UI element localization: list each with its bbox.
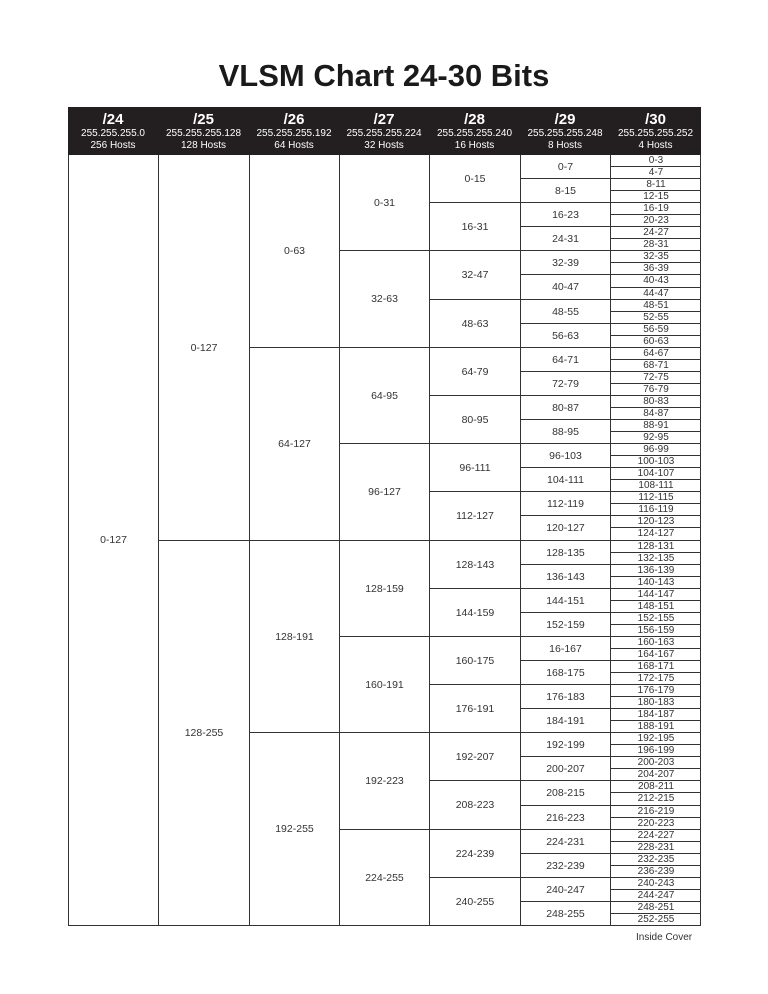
- range-cell-30: [610, 842, 701, 854]
- range-cell-29: [520, 444, 610, 468]
- range-label: 208-223: [455, 799, 495, 811]
- range-label: 240-255: [455, 895, 495, 908]
- range-cell-29: [520, 902, 610, 926]
- range-cell-30: [610, 167, 701, 179]
- range-label: 92-95: [643, 431, 669, 443]
- header-prefix: /25: [193, 111, 214, 128]
- range-label: 0-127: [100, 534, 127, 546]
- range-label: 184-191: [546, 714, 585, 727]
- range-label: 136-139: [637, 564, 675, 576]
- range-cell-30: [610, 215, 701, 227]
- range-cell-25: [158, 541, 249, 926]
- range-label: 168-175: [546, 666, 585, 679]
- range-cell-27: [339, 251, 429, 348]
- header-mask: 255.255.255.128: [165, 128, 242, 139]
- header-hosts: 8 Hosts: [548, 140, 582, 151]
- range-cell-29: [520, 227, 610, 251]
- range-label: 16-31: [461, 220, 489, 233]
- range-cell-30: [610, 733, 701, 745]
- range-label: 220-223: [637, 817, 675, 829]
- range-cell-28: [429, 878, 520, 926]
- range-label: 184-187: [637, 708, 675, 720]
- range-label: 112-127: [456, 510, 494, 522]
- range-label: 124-127: [637, 528, 675, 539]
- range-label: 144-159: [455, 606, 495, 619]
- range-cell-30: [610, 239, 701, 251]
- range-cell-29: [520, 661, 610, 685]
- range-label: 240-247: [546, 883, 585, 896]
- range-label: 192-195: [637, 732, 675, 744]
- range-label: 48-55: [552, 305, 579, 318]
- column-header-24: [68, 107, 158, 155]
- range-cell-26: [249, 155, 339, 348]
- header-hosts: 4 Hosts: [638, 140, 673, 151]
- range-label: 128-131: [637, 540, 675, 552]
- range-cell-30: [610, 878, 701, 890]
- range-cell-30: [610, 263, 701, 275]
- range-label: 32-63: [371, 293, 398, 305]
- range-label: 252-255: [637, 913, 675, 925]
- range-label: 192-223: [365, 775, 404, 787]
- range-cell-30: [610, 179, 701, 191]
- range-cell-29: [520, 806, 610, 830]
- column-header-28: [429, 107, 520, 155]
- range-label: 96-99: [643, 443, 669, 455]
- range-label: 88-95: [552, 425, 579, 438]
- range-cell-30: [610, 432, 701, 444]
- range-label: 104-107: [637, 467, 675, 479]
- range-cell-30: [610, 480, 701, 492]
- range-label: 128-143: [455, 558, 495, 571]
- range-label: 244-247: [637, 889, 675, 901]
- range-label: 192-199: [546, 738, 585, 751]
- range-label: 4-7: [648, 166, 664, 178]
- range-cell-30: [610, 312, 701, 324]
- range-label: 192-207: [455, 750, 495, 763]
- range-cell-30: [610, 553, 701, 565]
- range-cell-29: [520, 613, 610, 637]
- range-cell-29: [520, 179, 610, 203]
- range-cell-30: [610, 516, 701, 528]
- range-cell-30: [610, 528, 701, 541]
- range-cell-28: [429, 492, 520, 541]
- range-label: 228-231: [637, 841, 675, 853]
- range-label: 56-63: [552, 329, 579, 342]
- header-mask: 255.255.255.224: [346, 128, 422, 139]
- range-label: 52-55: [643, 311, 669, 323]
- range-cell-30: [610, 625, 701, 637]
- range-label: 128-191: [275, 630, 314, 643]
- range-cell-30: [610, 492, 701, 504]
- range-cell-30: [610, 866, 701, 878]
- header-mask: 255.255.255.248: [527, 128, 603, 139]
- range-label: 48-51: [643, 299, 669, 311]
- range-label: 176-183: [546, 690, 585, 703]
- header-mask: 255.255.255.240: [436, 128, 513, 139]
- column-header-29: [520, 107, 610, 155]
- range-label: 112-119: [547, 497, 584, 510]
- range-cell-29: [520, 781, 610, 806]
- range-cell-26: [249, 348, 339, 541]
- page-footer: Inside Cover: [636, 932, 693, 943]
- range-label: 16-19: [643, 202, 669, 214]
- range-label: 224-239: [455, 847, 495, 860]
- range-cell-27: [339, 348, 429, 444]
- range-label: 64-127: [278, 438, 311, 450]
- range-cell-30: [610, 191, 701, 203]
- range-label: 132-135: [637, 552, 675, 564]
- header-prefix: /29: [554, 111, 576, 128]
- range-cell-30: [610, 155, 701, 167]
- range-label: 160-163: [637, 636, 675, 648]
- range-cell-29: [520, 685, 610, 709]
- range-cell-30: [610, 227, 701, 239]
- range-cell-28: [429, 637, 520, 685]
- range-label: 32-47: [461, 269, 489, 281]
- range-label: 160-191: [365, 678, 404, 691]
- range-label: 200-203: [637, 756, 675, 768]
- range-label: 100-103: [637, 455, 675, 467]
- range-cell-30: [610, 649, 701, 661]
- range-label: 64-79: [461, 365, 489, 378]
- range-label: 40-47: [552, 281, 579, 293]
- range-label: 148-151: [637, 600, 675, 612]
- range-label: 232-239: [546, 859, 585, 872]
- range-label: 0-127: [190, 341, 218, 354]
- range-cell-28: [429, 685, 520, 733]
- range-label: 88-91: [643, 419, 669, 431]
- range-cell-29: [520, 203, 610, 227]
- range-cell-30: [610, 324, 701, 336]
- range-label: 72-75: [643, 371, 669, 383]
- column-header-27: [339, 107, 429, 155]
- range-cell-27: [339, 541, 429, 637]
- range-cell-30: [610, 251, 701, 263]
- range-cell-30: [610, 336, 701, 348]
- range-label: 224-227: [637, 829, 675, 841]
- range-label: 44-47: [643, 287, 669, 299]
- range-label: 64-71: [552, 353, 579, 366]
- range-label: 64-67: [643, 347, 669, 359]
- range-label: 80-83: [643, 395, 669, 407]
- range-label: 188-191: [637, 720, 675, 732]
- range-label: 208-211: [638, 780, 674, 792]
- range-cell-29: [520, 324, 610, 348]
- range-label: 248-255: [546, 907, 585, 920]
- range-cell-28: [429, 155, 520, 203]
- header-hosts: 128 Hosts: [180, 140, 227, 151]
- range-label: 140-143: [637, 576, 675, 588]
- range-label: 176-191: [455, 702, 495, 715]
- range-label: 24-27: [643, 226, 669, 238]
- range-label: 76-79: [643, 383, 669, 395]
- range-cell-27: [339, 155, 429, 251]
- range-cell-30: [610, 818, 701, 830]
- range-cell-30: [610, 745, 701, 757]
- range-cell-26: [249, 733, 339, 926]
- range-label: 84-87: [643, 407, 669, 419]
- range-cell-27: [339, 444, 429, 541]
- range-label: 0-3: [648, 154, 664, 166]
- vlsm-chart-table: [68, 107, 701, 926]
- range-cell-29: [520, 492, 610, 516]
- range-label: 20-23: [643, 214, 669, 226]
- range-label: 96-127: [368, 486, 401, 498]
- range-label: 168-171: [637, 660, 675, 672]
- range-cell-30: [610, 565, 701, 577]
- range-cell-30: [610, 685, 701, 697]
- range-label: 48-63: [461, 317, 489, 330]
- range-cell-30: [610, 601, 701, 613]
- range-cell-30: [610, 288, 701, 300]
- range-cell-29: [520, 275, 610, 300]
- range-cell-29: [520, 155, 610, 179]
- range-label: 128-159: [365, 582, 404, 595]
- range-label: 116-119: [638, 503, 674, 515]
- range-label: 40-43: [643, 275, 669, 286]
- range-cell-29: [520, 468, 610, 492]
- range-cell-30: [610, 504, 701, 516]
- range-cell-30: [610, 541, 701, 553]
- range-cell-29: [520, 637, 610, 661]
- range-cell-29: [520, 854, 610, 878]
- header-hosts: 16 Hosts: [454, 140, 495, 151]
- range-cell-29: [520, 565, 610, 589]
- range-cell-30: [610, 468, 701, 480]
- range-label: 144-151: [546, 594, 585, 607]
- range-cell-28: [429, 733, 520, 781]
- range-label: 160-175: [455, 654, 495, 667]
- range-cell-30: [610, 456, 701, 468]
- range-label: 120-123: [637, 515, 675, 527]
- range-label: 0-7: [557, 160, 574, 173]
- range-label: 72-79: [552, 377, 579, 390]
- range-label: 152-155: [637, 612, 675, 624]
- range-cell-29: [520, 516, 610, 541]
- header-prefix: /30: [645, 111, 666, 128]
- range-cell-28: [429, 300, 520, 348]
- range-label: 152-159: [546, 618, 585, 631]
- range-label: 144-147: [637, 588, 675, 600]
- range-cell-30: [610, 275, 701, 288]
- header-hosts: 256 Hosts: [90, 140, 136, 151]
- range-label: 68-71: [643, 359, 669, 371]
- range-cell-30: [610, 577, 701, 589]
- range-cell-27: [339, 637, 429, 733]
- range-cell-29: [520, 251, 610, 275]
- range-label: 128-135: [546, 546, 585, 559]
- range-label: 80-95: [461, 413, 489, 426]
- range-label: 60-63: [643, 335, 669, 347]
- range-cell-30: [610, 589, 701, 601]
- range-label: 8-11: [646, 178, 666, 190]
- range-label: 192-255: [275, 823, 314, 835]
- range-label: 112-115: [638, 491, 674, 503]
- range-label: 56-59: [643, 323, 669, 335]
- range-label: 240-243: [637, 877, 675, 889]
- range-cell-30: [610, 372, 701, 384]
- range-label: 108-111: [638, 479, 674, 491]
- range-label: 0-63: [283, 245, 305, 257]
- range-cell-29: [520, 830, 610, 854]
- column-header-25: [158, 107, 249, 155]
- range-label: 12-15: [643, 190, 669, 202]
- range-label: 32-35: [643, 250, 669, 262]
- range-cell-28: [429, 781, 520, 830]
- range-label: 176-179: [637, 684, 675, 696]
- range-cell-29: [520, 541, 610, 565]
- range-cell-28: [429, 444, 520, 492]
- range-label: 212-215: [637, 793, 675, 804]
- range-cell-29: [520, 300, 610, 324]
- range-label: 24-31: [552, 232, 579, 245]
- range-cell-30: [610, 709, 701, 721]
- range-cell-30: [610, 360, 701, 372]
- range-cell-30: [610, 408, 701, 420]
- range-cell-28: [429, 203, 520, 251]
- range-label: 16-167: [549, 642, 582, 655]
- header-prefix: /27: [373, 111, 395, 128]
- range-label: 172-175: [637, 672, 675, 684]
- range-label: 0-31: [373, 196, 395, 209]
- range-cell-27: [339, 830, 429, 926]
- range-label: 16-23: [552, 208, 579, 221]
- range-label: 208-215: [546, 787, 585, 799]
- column-header-30: [610, 107, 701, 155]
- page-title: VLSM Chart 24-30 Bits: [218, 58, 550, 93]
- range-cell-30: [610, 420, 701, 432]
- range-cell-30: [610, 300, 701, 312]
- range-cell-30: [610, 890, 701, 902]
- range-cell-30: [610, 830, 701, 842]
- header-hosts: 64 Hosts: [274, 140, 314, 151]
- range-label: 180-183: [637, 696, 675, 708]
- range-cell-28: [429, 251, 520, 300]
- range-label: 136-143: [546, 570, 585, 583]
- range-cell-30: [610, 348, 701, 360]
- range-cell-30: [610, 396, 701, 408]
- range-cell-29: [520, 709, 610, 733]
- range-label: 204-207: [637, 768, 675, 780]
- range-cell-30: [610, 613, 701, 625]
- range-cell-29: [520, 372, 610, 396]
- range-cell-30: [610, 637, 701, 649]
- range-cell-30: [610, 661, 701, 673]
- range-label: 32-39: [552, 256, 579, 269]
- range-label: 104-111: [547, 473, 584, 486]
- range-cell-30: [610, 902, 701, 914]
- range-cell-29: [520, 733, 610, 757]
- range-cell-30: [610, 793, 701, 806]
- range-cell-24: [68, 155, 158, 926]
- header-mask: 255.255.255.0: [81, 128, 145, 139]
- range-label: 156-159: [637, 624, 675, 636]
- range-label: 120-127: [546, 522, 585, 534]
- range-cell-28: [429, 541, 520, 589]
- range-label: 28-31: [643, 238, 669, 250]
- range-cell-29: [520, 589, 610, 613]
- range-label: 96-103: [549, 449, 582, 462]
- range-cell-28: [429, 830, 520, 878]
- range-cell-28: [429, 589, 520, 637]
- range-label: 248-251: [637, 901, 675, 913]
- range-cell-30: [610, 781, 701, 793]
- range-cell-28: [429, 396, 520, 444]
- range-cell-25: [158, 155, 249, 541]
- range-label: 96-111: [459, 461, 491, 474]
- range-label: 216-223: [546, 811, 585, 824]
- range-label: 164-167: [637, 648, 675, 660]
- range-cell-29: [520, 420, 610, 444]
- range-cell-29: [520, 348, 610, 372]
- range-label: 80-87: [552, 401, 579, 414]
- range-cell-30: [610, 444, 701, 456]
- range-label: 8-15: [554, 184, 576, 197]
- range-cell-26: [249, 541, 339, 733]
- range-cell-30: [610, 769, 701, 781]
- header-prefix: /26: [283, 111, 305, 128]
- range-cell-29: [520, 757, 610, 781]
- range-label: 196-199: [637, 744, 675, 756]
- range-label: 64-95: [371, 389, 398, 402]
- range-label: 224-255: [365, 871, 404, 884]
- range-label: 200-207: [546, 762, 585, 775]
- range-label: 36-39: [643, 262, 669, 274]
- range-label: 232-235: [637, 853, 675, 865]
- range-cell-28: [429, 348, 520, 396]
- range-cell-30: [610, 914, 701, 926]
- range-label: 224-231: [546, 835, 585, 848]
- range-label: 0-15: [464, 172, 486, 185]
- range-cell-29: [520, 396, 610, 420]
- header-mask: 255.255.255.192: [256, 128, 332, 139]
- column-header-26: [249, 107, 339, 155]
- range-label: 216-219: [637, 805, 675, 817]
- header-mask: 255.255.255.252: [617, 128, 694, 139]
- range-cell-30: [610, 757, 701, 769]
- range-cell-27: [339, 733, 429, 830]
- range-label: 236-239: [637, 865, 675, 877]
- range-cell-30: [610, 854, 701, 866]
- range-cell-30: [610, 203, 701, 215]
- range-label: 128-255: [184, 727, 224, 739]
- range-cell-30: [610, 697, 701, 709]
- range-cell-29: [520, 878, 610, 902]
- range-cell-30: [610, 673, 701, 685]
- range-cell-30: [610, 384, 701, 396]
- header-hosts: 32 Hosts: [364, 140, 404, 151]
- header-prefix: /28: [464, 111, 485, 128]
- header-prefix: /24: [102, 111, 124, 128]
- range-cell-30: [610, 721, 701, 733]
- range-cell-30: [610, 806, 701, 818]
